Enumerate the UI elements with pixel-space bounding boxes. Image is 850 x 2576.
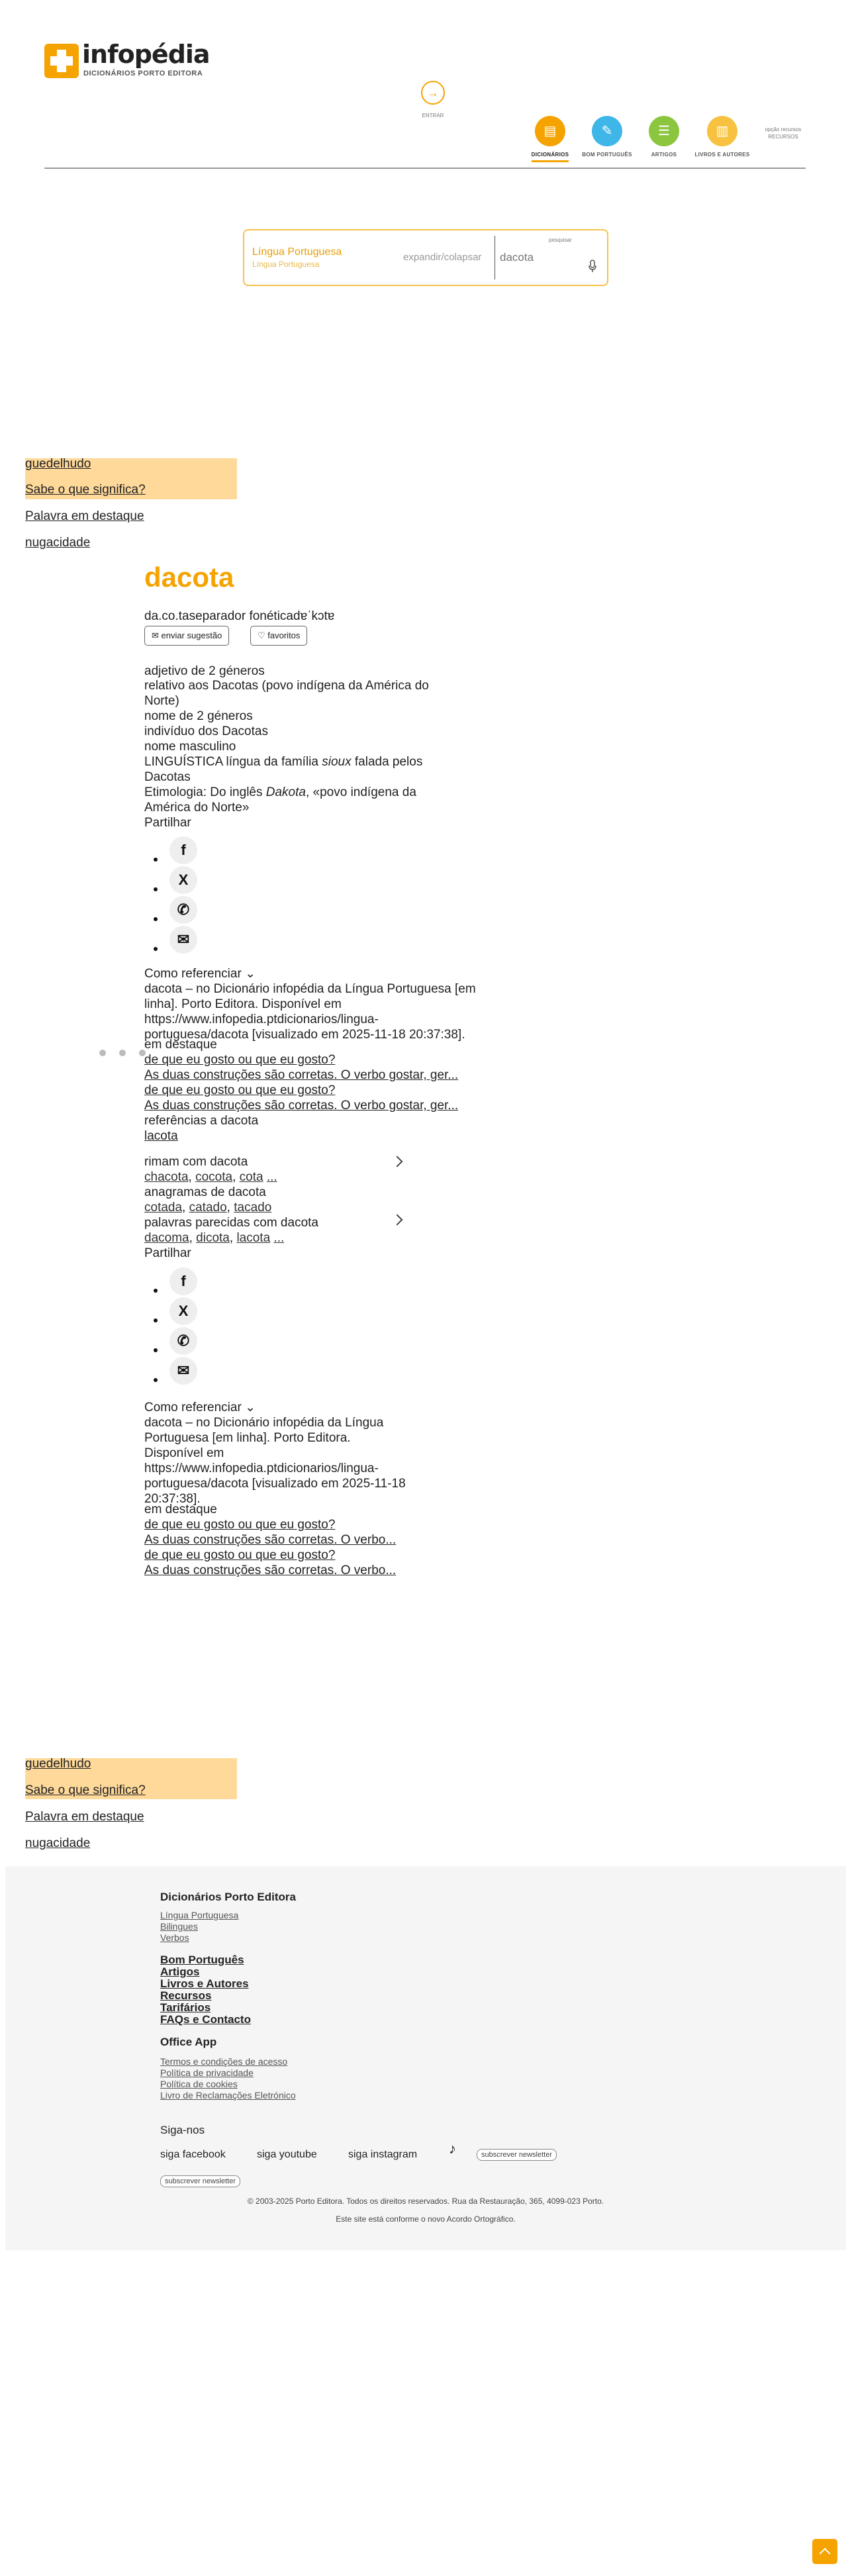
featured-word-link[interactable]: nugacidade [25, 536, 91, 550]
recursos-label: RECURSOS [768, 134, 798, 140]
phonetic: dɐˈkɔtɐ [293, 609, 335, 623]
nav-label: DICIONÁRIOS [531, 152, 569, 158]
pronunciation [144, 609, 334, 624]
highlight-title[interactable]: de que eu gosto ou que eu gosto? [144, 1548, 336, 1562]
featured-label-link[interactable]: Palavra em destaque [25, 1810, 144, 1824]
list-bullet [154, 1378, 158, 1382]
chevron-down-icon: ⌄ [245, 967, 256, 981]
know-meaning-link[interactable]: Sabe o que significa? [25, 483, 146, 497]
footer-bold-link[interactable]: Bom Português [160, 1954, 244, 1966]
list-bullet [154, 858, 158, 862]
nav-recursos[interactable] [757, 126, 810, 140]
footer-dict-heading: Dicionários Porto Editora [160, 1891, 296, 1903]
highlight-desc[interactable]: As duas construções são corretas. O verbo... [144, 1533, 397, 1547]
x-twitter-icon[interactable]: X [169, 866, 197, 894]
newsletter-button[interactable]: subscrever newsletter [477, 2149, 557, 2161]
expand-collapse-icon[interactable]: expandir/colapsar [403, 252, 482, 263]
definition: LINGUÍSTICA língua da família sioux falada pelos Dacotas [144, 755, 423, 784]
know-meaning-link[interactable]: Sabe o que significa? [25, 1783, 146, 1797]
footer-bold-link[interactable]: FAQs e Contacto [160, 2013, 251, 2026]
back-to-top-button[interactable] [812, 2539, 837, 2564]
search-box [243, 229, 608, 286]
reference-link[interactable]: lacota [144, 1129, 178, 1143]
nav-bom-portugues[interactable] [577, 116, 637, 158]
anagram-link[interactable]: catado [189, 1201, 227, 1214]
send-suggestion-button[interactable]: ✉ enviar sugestão [144, 626, 229, 646]
highlight-desc[interactable]: As duas construções são corretas. O verbo gostar, ger... [144, 1068, 459, 1082]
footer-link[interactable]: Verbos [160, 1932, 189, 1943]
list-bullet [154, 1348, 158, 1352]
rhyme-link[interactable]: cocota [195, 1170, 233, 1184]
more-link[interactable]: ... [273, 1231, 285, 1245]
email-share-icon[interactable]: ✉ [169, 1357, 197, 1385]
rhyme-link[interactable]: cota [239, 1170, 263, 1184]
newsletter-button[interactable]: subscrever newsletter [160, 2175, 240, 2187]
similar-link[interactable]: dacoma [144, 1231, 189, 1245]
anagrams-list: cotada, catado, tacado [144, 1201, 272, 1214]
featured-word-link[interactable]: nugacidade [25, 1836, 91, 1850]
logo-title[interactable]: infopédia [82, 40, 210, 69]
copyright: © 2003-2025 Porto Editora. Todos os direitos reservados. Rua da Restauração, 365, 4099-023 Porto. [247, 2197, 604, 2206]
list-bullet [154, 917, 158, 921]
login-arrow-icon: → [427, 86, 439, 99]
definition: relativo aos Dacotas (povo indígena da América do Norte) [144, 679, 429, 708]
nav-dicionarios[interactable] [520, 116, 580, 158]
share-label: Partilhar [144, 816, 191, 830]
anagrams-label: anagramas de dacota [144, 1185, 266, 1199]
list-bullet [154, 887, 158, 891]
reference-toggle[interactable]: Como referenciar ⌄ [144, 1401, 256, 1414]
reference-text: dacota – no Dicionário infopédia da Língua Portuguesa [em linha]. Porto Editora. Disponível em https://www.infopedia.ptdicionarios/lingua-portuguesa/dacota [visualizado em 2025-11-18 20:37:38]. [144, 1416, 406, 1506]
entry-word: dacota [144, 562, 234, 593]
highlight-title[interactable]: de que eu gosto ou que eu gosto? [144, 1518, 336, 1532]
list-bullet [154, 1289, 158, 1293]
footer-bold-link[interactable]: Tarifários [160, 2001, 211, 2014]
similar-list: dacoma, dicota, lacota ... [144, 1231, 285, 1245]
footer-bold-link[interactable]: Livros e Autores [160, 1977, 249, 1990]
footer-legal-link[interactable]: Livro de Reclamações Eletrónico [160, 2090, 296, 2101]
nav-label: ARTIGOS [651, 152, 677, 158]
pos-label: nome masculino [144, 740, 236, 754]
facebook-icon[interactable]: f [169, 1267, 197, 1295]
word-of-day-link[interactable]: guedelhudo [25, 457, 91, 471]
nav-active-indicator [532, 160, 569, 162]
favorites-button[interactable]: ♡ favoritos [250, 626, 307, 646]
nav-label: BOM PORTUGUÊS [582, 152, 632, 158]
footer-bold-link[interactable]: Recursos [160, 1989, 212, 2002]
dictionary-icon: ▤ [535, 116, 565, 146]
search-input[interactable] [500, 249, 553, 266]
facebook-icon[interactable]: f [169, 836, 197, 864]
books-icon: ▥ [707, 116, 737, 146]
highlight-desc[interactable]: As duas construções são corretas. O verbo gostar, ger... [144, 1099, 459, 1113]
reference-text: dacota – no Dicionário infopédia da Língua Portuguesa [em linha]. Porto Editora. Disponível em https://www.infopedia.ptdicionarios/lingua-portuguesa/dacota [visualizado em 2025-11-18 20:37:38]. [144, 982, 476, 1042]
microphone-icon[interactable] [588, 260, 597, 273]
highlight-title[interactable]: de que eu gosto ou que eu gosto? [144, 1053, 336, 1067]
definition: indivíduo dos Dacotas [144, 724, 268, 738]
list-bullet [154, 1318, 158, 1322]
highlights-label: em destaque [144, 1503, 217, 1516]
list-bullet [154, 947, 158, 951]
word-of-day-link[interactable]: guedelhudo [25, 1757, 91, 1771]
orthography-note: Este site está conforme o novo Acordo Ortográfico. [336, 2214, 516, 2224]
share-label: Partilhar [144, 1246, 191, 1260]
logo-subtitle: DICIONÁRIOS PORTO EDITORA [83, 70, 203, 77]
login-button[interactable] [421, 81, 445, 105]
search-icon[interactable]: pesquisar [549, 237, 572, 243]
footer-link[interactable]: Língua Portuguesa [160, 1910, 239, 1920]
mail-icon: ✉ [152, 630, 162, 640]
similar-label: palavras parecidas com dacota [144, 1216, 318, 1230]
etymology: Etimologia: Do inglês Dakota, «povo indígena da América do Norte» [144, 785, 416, 815]
anagram-link[interactable]: cotada [144, 1201, 183, 1214]
footer-bold-link[interactable]: Artigos [160, 1965, 200, 1978]
login-label[interactable]: ENTRAR [422, 113, 444, 119]
chat-icon: ✎ [592, 116, 622, 146]
header-divider [44, 168, 806, 169]
footer-legal-link[interactable]: Política de cookies [160, 2079, 238, 2089]
pos-label: nome de 2 géneros [144, 709, 253, 723]
heart-icon: ♡ [258, 630, 268, 640]
recursos-icon-alt: opção recursos [765, 126, 802, 132]
whatsapp-icon[interactable]: ✆ [169, 1327, 197, 1355]
footer-link[interactable]: Bilingues [160, 1921, 198, 1932]
article-icon: ☰ [649, 116, 679, 146]
nav-artigos[interactable] [634, 116, 694, 158]
email-share-icon[interactable]: ✉ [169, 926, 197, 954]
separator-icon: separador fonética [189, 609, 293, 623]
similar-link[interactable]: dicota [196, 1231, 230, 1245]
instagram-icon[interactable]: siga instagram [348, 2149, 418, 2160]
highlight-title[interactable]: de que eu gosto ou que eu gosto? [144, 1083, 336, 1097]
x-twitter-icon[interactable]: X [169, 1297, 197, 1325]
highlights-label: em destaque [144, 1038, 217, 1052]
reference-toggle[interactable]: Como referenciar ⌄ [144, 967, 256, 981]
language-selector-sub: Língua Portuguesa [252, 260, 320, 269]
carousel-dot[interactable] [119, 1050, 126, 1056]
footer [5, 1866, 846, 2250]
follow-label: Siga-nos [160, 2124, 205, 2136]
facebook-icon[interactable]: siga facebook [160, 2149, 226, 2160]
tiktok-icon[interactable]: ♪ [449, 2140, 456, 2157]
youtube-icon[interactable]: siga youtube [257, 2149, 317, 2160]
rhymes-label: rimam com dacota [144, 1155, 248, 1169]
chevron-right-icon[interactable] [392, 1156, 403, 1167]
nav-label: LIVROS E AUTORES [694, 152, 750, 158]
similar-link[interactable]: lacota [236, 1231, 271, 1245]
rhyme-link[interactable]: chacota [144, 1170, 189, 1184]
more-link[interactable]: ... [266, 1170, 277, 1184]
footer-office-heading[interactable]: Office App [160, 2036, 217, 2048]
anagram-link[interactable]: tacado [234, 1201, 272, 1214]
language-selector[interactable]: Língua Portuguesa [252, 246, 342, 258]
rhymes-list: chacota, cocota, cota ... [144, 1170, 277, 1184]
nav-livros-autores[interactable] [692, 116, 752, 158]
featured-label-link[interactable]: Palavra em destaque [25, 509, 144, 523]
whatsapp-icon[interactable]: ✆ [169, 896, 197, 924]
footer-legal-link[interactable]: Termos e condições de acesso [160, 2056, 288, 2067]
references-to-label: referências a dacota [144, 1114, 259, 1128]
chevron-down-icon: ⌄ [245, 1401, 256, 1414]
pos-label: adjetivo de 2 géneros [144, 664, 265, 678]
highlight-desc[interactable]: As duas construções são corretas. O verbo... [144, 1563, 397, 1577]
syllables: da.co.ta [144, 609, 189, 623]
chevron-right-icon[interactable] [392, 1214, 403, 1226]
footer-legal-link[interactable]: Política de privacidade [160, 2067, 254, 2078]
carousel-dot[interactable] [99, 1050, 106, 1056]
logo-icon[interactable] [44, 44, 79, 78]
